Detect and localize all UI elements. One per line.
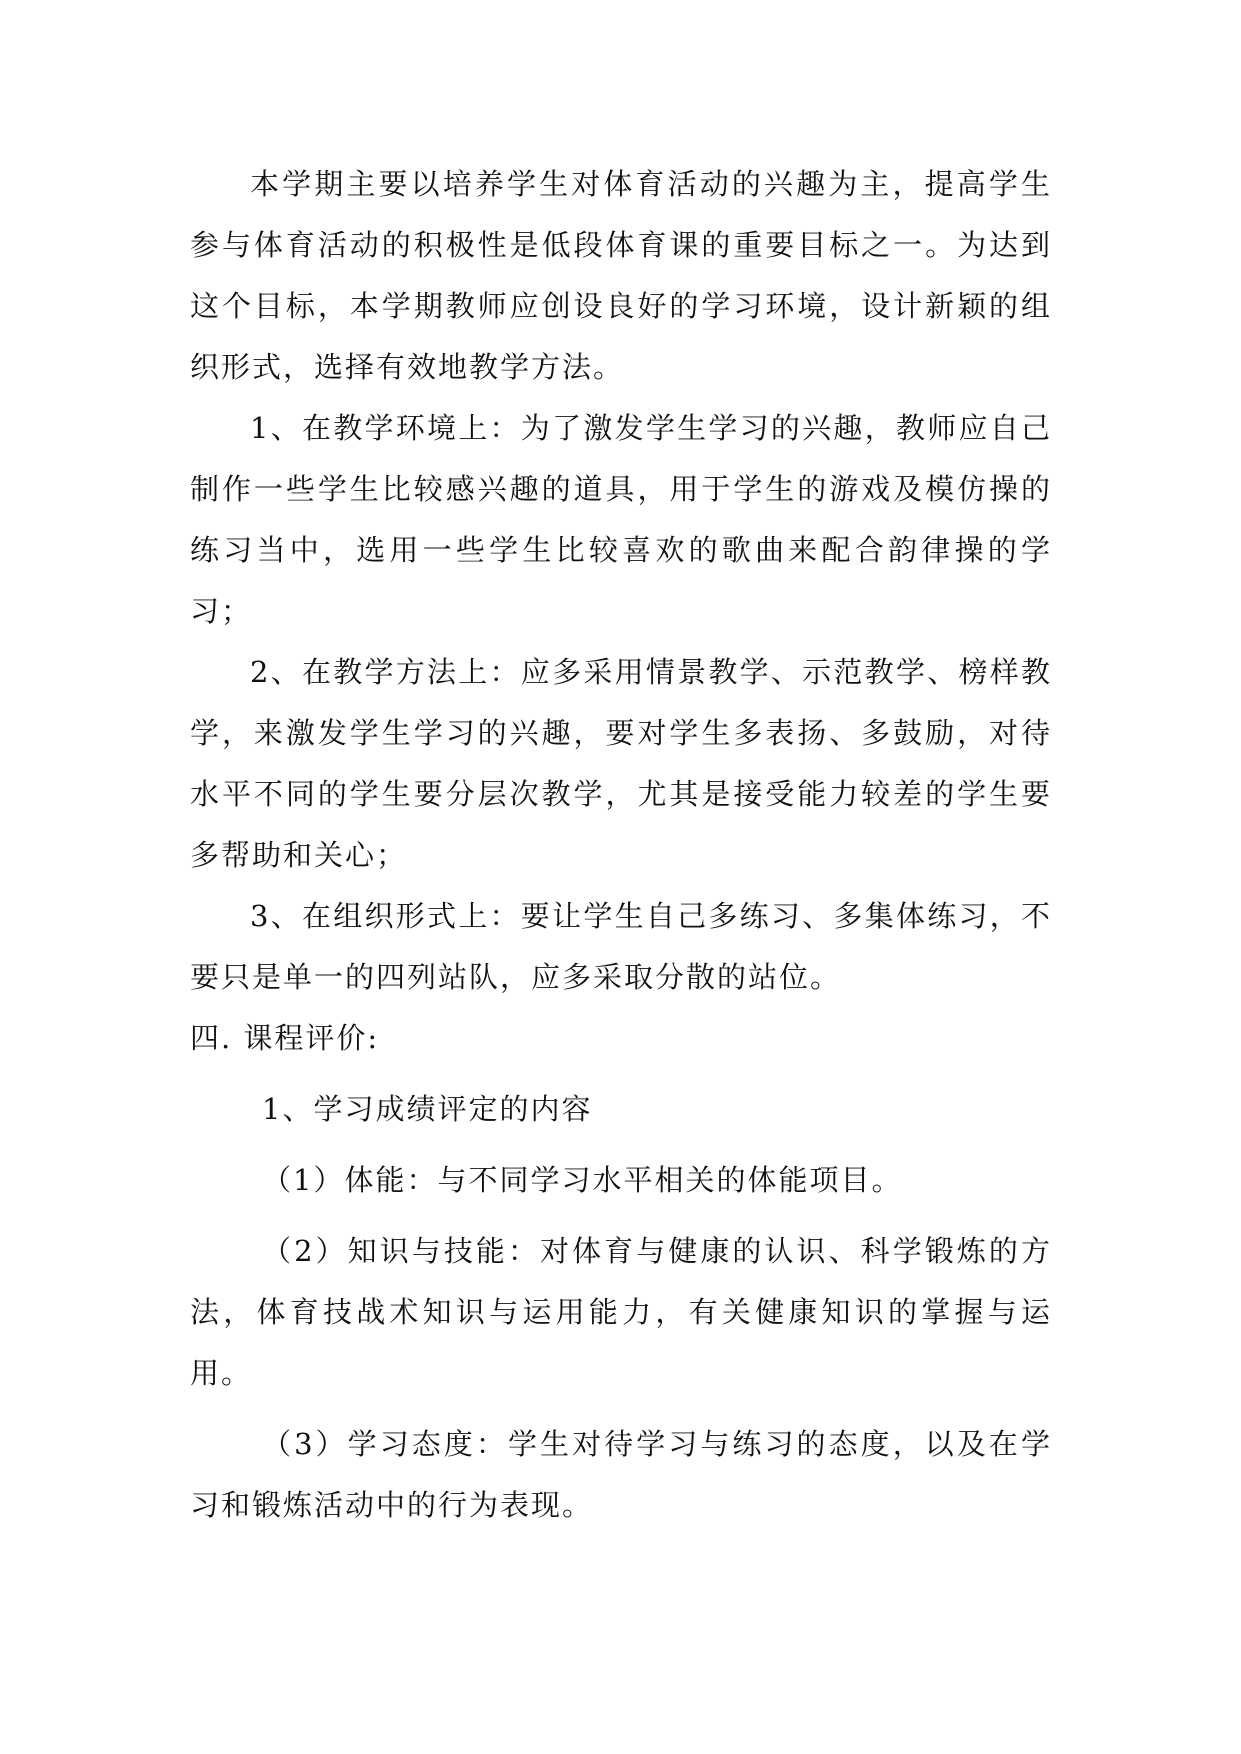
teaching-method-paragraph: 2、在教学方法上：应多采用情景教学、示范教学、榜样教学，来激发学生学习的兴趣，要对学生多表扬、多鼓励，对待水平不同的学生要分层次教学，尤其是接受能力较差的学生要多帮助和关心； [190,655,1052,872]
teaching-environment-paragraph: 1、在教学环境上：为了激发学生学习的兴趣，教师应自己制作一些学生比较感兴趣的道具，用于学生的游戏及模仿操的练习当中，选用一些学生比较喜欢的歌曲来配合韵律操的学习； [190,411,1052,628]
organization-form-paragraph: 3、在组织形式上：要让学生自己多练习、多集体练习，不要只是单一的四列站队，应多采取分散的站位。 [190,899,1052,994]
subheading: 1、学习成绩评定的内容 [262,1092,593,1126]
evaluation-item-attitude: （3）学习态度：学生对待学习与练习的态度，以及在学习和锻炼活动中的行为表现。 [190,1427,1052,1522]
evaluation-item-knowledge: （2）知识与技能：对体育与健康的认识、科学锻炼的方法，体育技战术知识与运用能力，有关健康知识的掌握与运用。 [190,1234,1052,1390]
intro-paragraph: 本学期主要以培养学生对体育活动的兴趣为主，提高学生参与体育活动的积极性是低段体育课的重要目标之一。为达到这个目标，本学期教师应创设良好的学习环境，设计新颖的组织形式，选择有效地教学方法。 [190,167,1052,384]
evaluation-item-physical: （1）体能：与不同学习水平相关的体能项目。 [262,1163,903,1197]
section-heading: 四. 课程评价: [190,1021,380,1055]
document-body [190,154,1052,1536]
